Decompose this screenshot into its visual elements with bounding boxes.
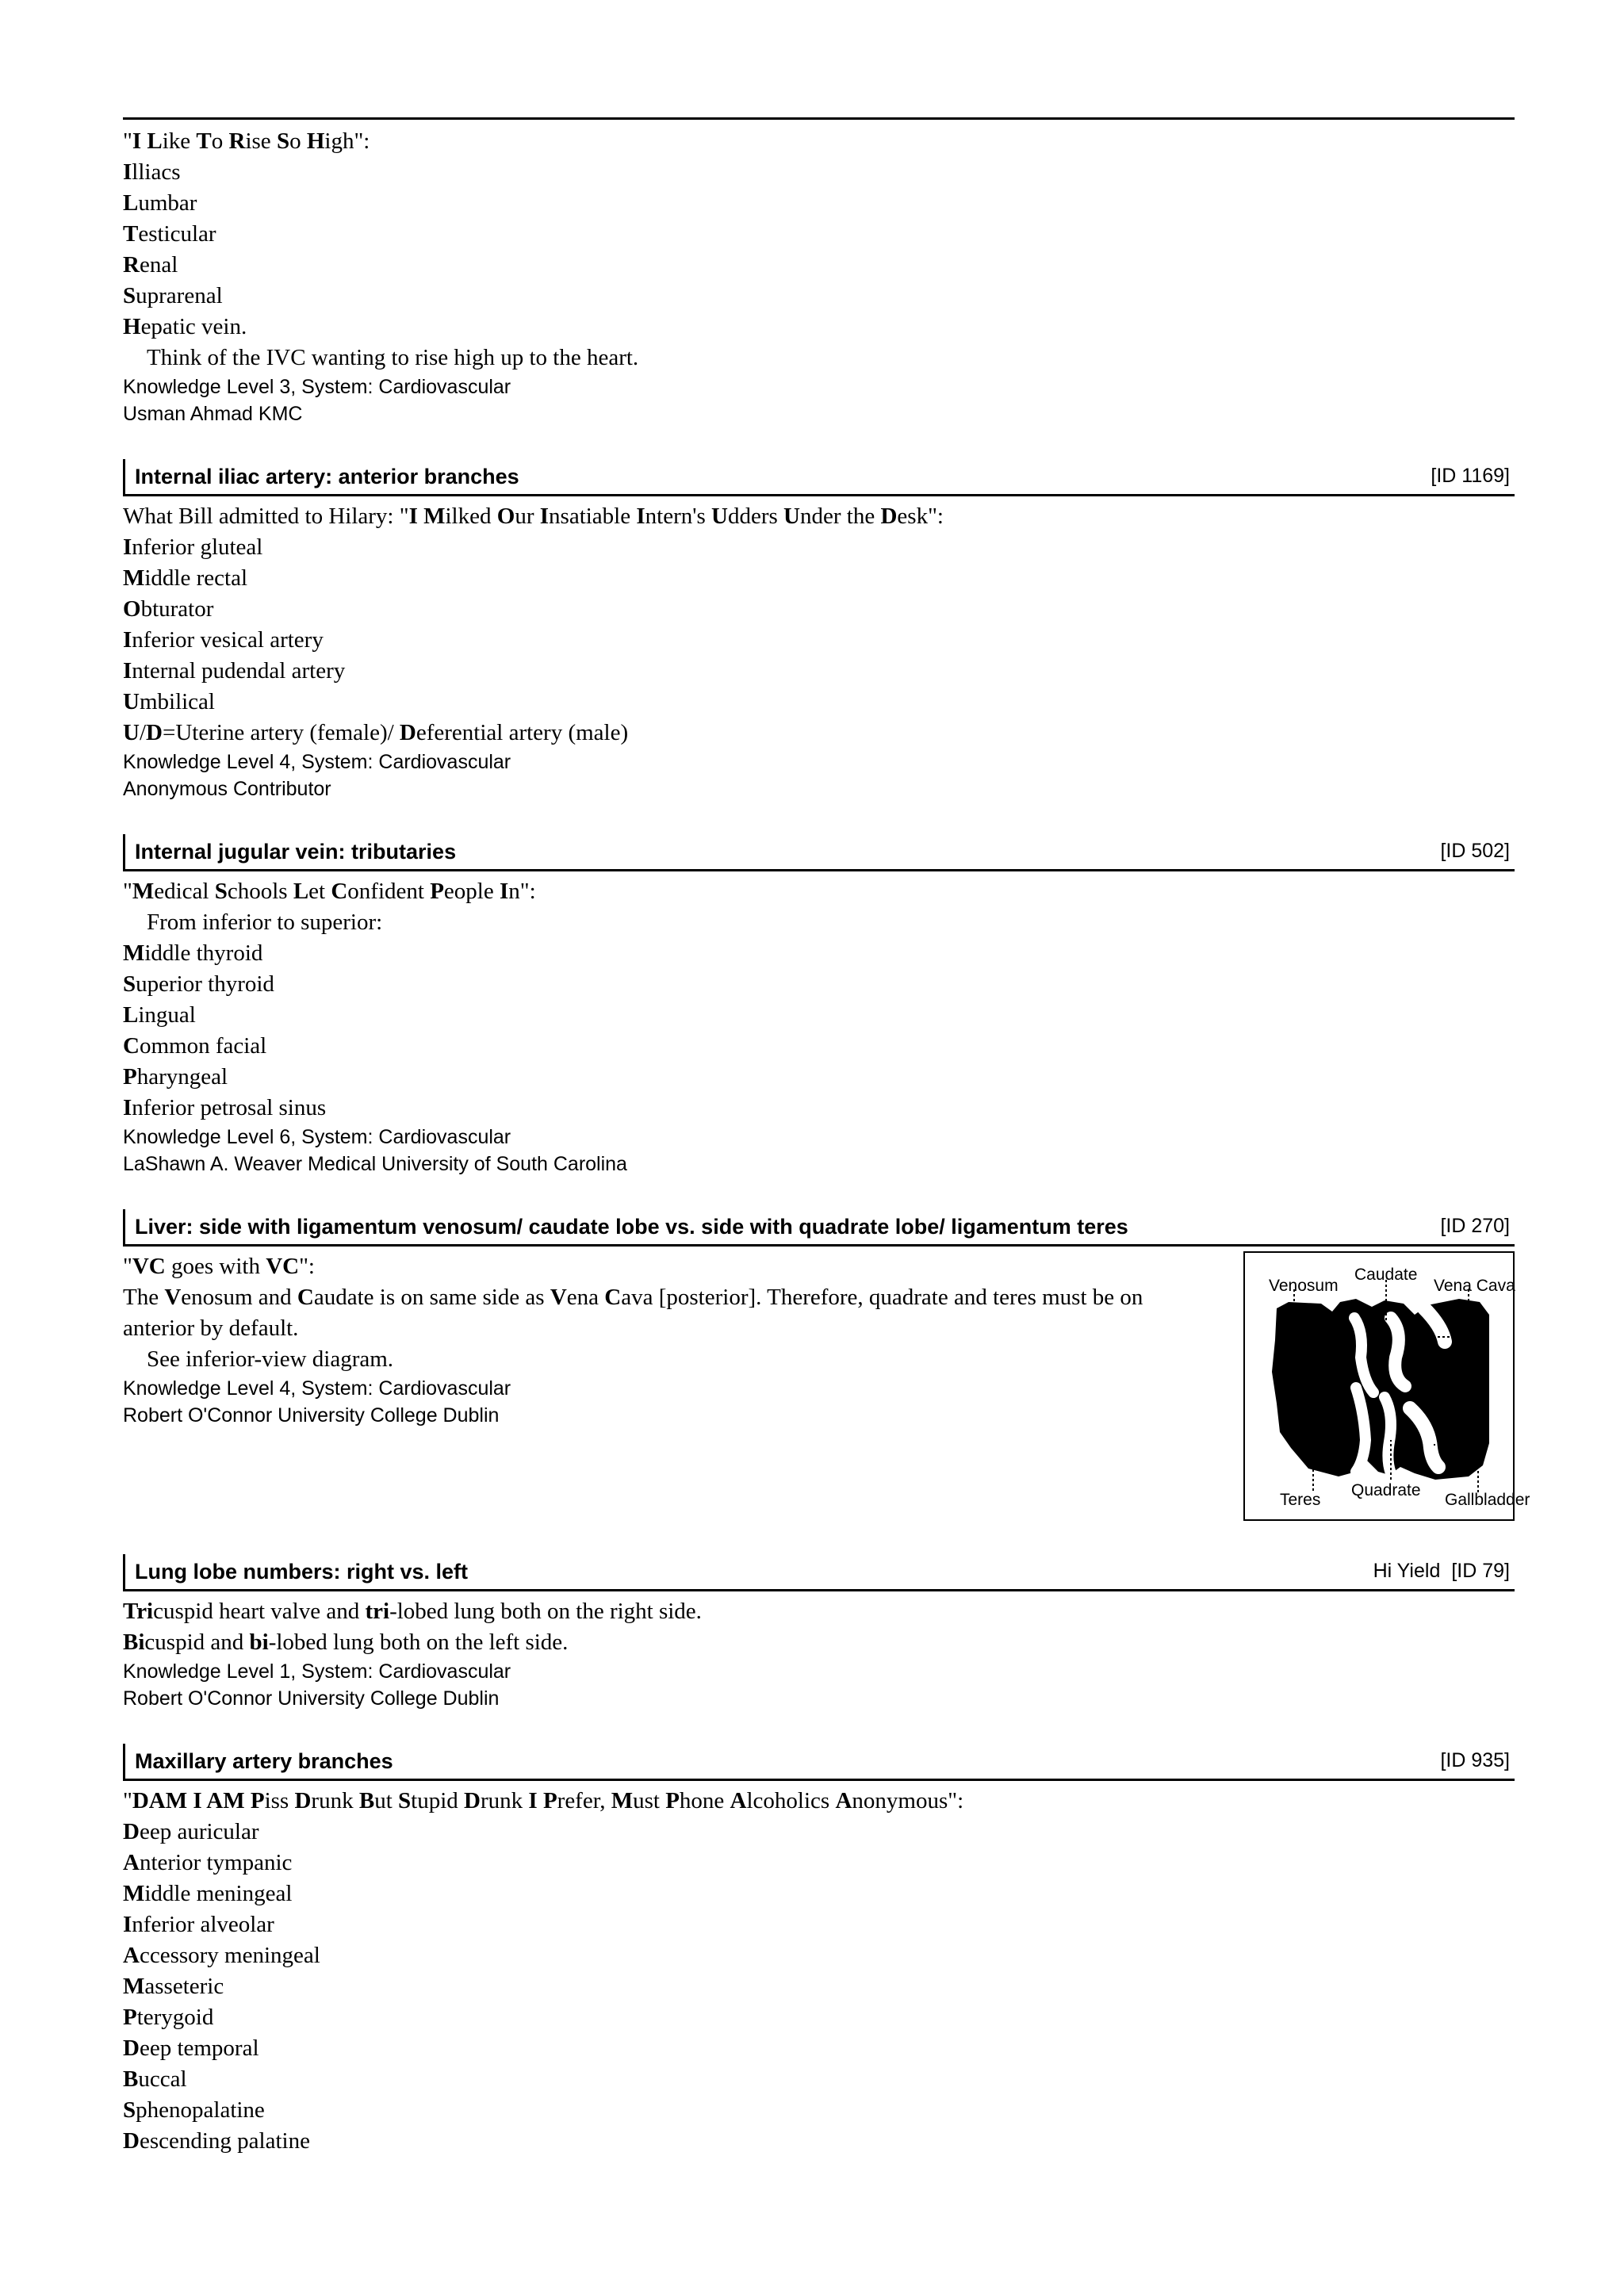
mnemonic-letter: V — [164, 1285, 182, 1310]
mnemonic-text: ilked — [445, 504, 497, 529]
mnemonic-text: nterior tympanic — [139, 1850, 293, 1875]
document-page — [123, 117, 1530, 2189]
mnemonic-text: -lobed lung both on the right side. — [389, 1599, 702, 1624]
entry-body — [123, 496, 1515, 834]
entry-text — [123, 126, 1515, 427]
mnemonic-line — [123, 2064, 1515, 2095]
mnemonic-letter: O — [496, 504, 515, 529]
mnemonic-letter: A — [123, 1850, 140, 1875]
caudate-label: Caudate — [1354, 1266, 1418, 1284]
liver-diagram — [1243, 1251, 1530, 1521]
mnemonic-letter: V — [550, 1285, 567, 1310]
mnemonic-text: iddle rectal — [144, 565, 247, 591]
contributor: Anonymous Contributor — [123, 778, 331, 800]
knowledge-level: Knowledge Level 1, System: Cardiovascular — [123, 1660, 511, 1683]
mnemonic-letter: D — [294, 1788, 312, 1813]
mnemonic-text: runk — [311, 1788, 359, 1813]
mnemonic-line — [123, 2095, 1515, 2126]
mnemonic-text: refer, — [557, 1788, 611, 1813]
mnemonic-text: ommon facial — [139, 1033, 267, 1059]
mnemonic-line — [123, 1093, 1515, 1124]
entry-lung-lobes — [123, 1554, 1515, 1744]
mnemonic-text: umbar — [138, 190, 197, 216]
entry-header — [123, 1744, 1515, 1781]
mnemonic-line — [123, 126, 1515, 157]
mnemonic-text: ingual — [138, 1002, 196, 1028]
entry-id: [ID 1169] — [1431, 465, 1510, 487]
mnemonic-text: nternal pudendal artery — [132, 658, 346, 684]
mnemonic-text: The — [123, 1285, 165, 1310]
mnemonic-letter: I — [132, 128, 142, 154]
quadrate-lobe — [1385, 1397, 1391, 1473]
mnemonic-letter: R — [123, 252, 140, 278]
mnemonic-letter: P — [430, 879, 444, 904]
mnemonic-letter: D — [399, 720, 416, 745]
entry-internal-iliac — [123, 459, 1515, 834]
mnemonic-line — [123, 1971, 1515, 2002]
mnemonic-text: iddle meningeal — [144, 1881, 293, 1906]
mnemonic-letter: M — [611, 1788, 634, 1813]
mnemonic-letter: O — [123, 596, 141, 622]
mnemonic-text: cuspid and — [144, 1630, 250, 1655]
mnemonic-letter: D — [464, 1788, 481, 1813]
entry-ivc — [123, 120, 1515, 459]
entry-title: Internal iliac artery: anterior branches — [135, 465, 519, 488]
entry-title: Lung lobe numbers: right vs. left — [135, 1560, 469, 1584]
mnemonic-letter: D — [146, 720, 163, 745]
mnemonic-text: eferential artery (male) — [416, 720, 629, 745]
mnemonic-letter: U — [123, 689, 140, 714]
mnemonic-text: runk — [480, 1788, 529, 1813]
mnemonic-letter: M — [123, 940, 145, 966]
mnemonic-text: uprarenal — [136, 283, 223, 308]
mnemonic-line — [123, 938, 1515, 969]
liver-silhouette — [1272, 1299, 1489, 1480]
mnemonic-text: ntern's — [645, 504, 712, 529]
mnemonic-letter: A — [835, 1788, 852, 1813]
mnemonic-line — [123, 219, 1515, 250]
mnemonic-line — [123, 1000, 1515, 1031]
mnemonic-letter: I — [408, 504, 418, 529]
mnemonic-letter: I — [123, 159, 132, 185]
mnemonic-line — [123, 1062, 1515, 1093]
mnemonic-letter: D — [123, 2035, 140, 2061]
mnemonic-text: asseteric — [144, 1974, 224, 1999]
mnemonic-text — [538, 1788, 543, 1813]
quadrate-label: Quadrate — [1351, 1481, 1421, 1499]
mnemonic-line — [123, 656, 1515, 687]
mnemonic-text: o — [211, 128, 229, 154]
mnemonic-letter: I — [636, 504, 645, 529]
mnemonic-text: ur — [515, 504, 540, 529]
mnemonic-letter: I — [123, 627, 132, 653]
mnemonic-text: What Bill admitted to Hilary: " — [123, 504, 409, 529]
mnemonic-letter: L — [293, 879, 309, 904]
caudate-lobe — [1391, 1318, 1405, 1386]
mnemonic-text: eep auricular — [139, 1819, 259, 1844]
mnemonic-text: phenopalatine — [136, 2097, 265, 2123]
entry-header — [123, 834, 1515, 871]
mnemonic-line — [123, 687, 1515, 718]
mnemonic-line — [123, 501, 1515, 532]
mnemonic-text: ise — [245, 128, 277, 154]
mnemonic-letter: H — [123, 314, 141, 339]
mnemonic-letter: R — [228, 128, 246, 154]
mnemonic-text: n": — [508, 879, 536, 904]
mnemonic-text: esticular — [138, 221, 216, 247]
mnemonic-letter: S — [214, 879, 228, 904]
mnemonic-text: chools — [227, 879, 293, 904]
mnemonic-line — [123, 1848, 1515, 1878]
mnemonic-letter: M — [123, 565, 145, 591]
mnemonic-text: onfident — [347, 879, 431, 904]
mnemonic-line — [123, 2033, 1515, 2064]
mnemonic-line — [123, 1786, 1515, 1817]
entry-body — [123, 1247, 1530, 1554]
mnemonic-letter: C — [297, 1285, 314, 1310]
mnemonic-letter: C — [331, 879, 348, 904]
liver-diagram-svg — [1245, 1253, 1530, 1519]
mnemonic-text: iss — [264, 1788, 295, 1813]
mnemonic-text: ut — [374, 1788, 398, 1813]
mnemonic-line — [123, 1940, 1515, 1971]
mnemonic-letter: Tri — [123, 1599, 154, 1624]
mnemonic-letter: L — [123, 190, 139, 216]
knowledge-level: Knowledge Level 4, System: Cardiovascular — [123, 1377, 511, 1400]
entry-text — [123, 876, 1515, 1178]
mnemonic-letter: VC — [266, 1254, 300, 1279]
mnemonic-text: ava [posterior]. Therefore, quadrate and teres must be on anterior by default. — [123, 1285, 1143, 1341]
mnemonic-line — [123, 250, 1515, 281]
mnemonic-text: From inferior to superior: — [147, 910, 383, 935]
mnemonic-text: ust — [633, 1788, 666, 1813]
entry-maxillary — [123, 1744, 1515, 2189]
knowledge-level: Knowledge Level 4, System: Cardiovascular — [123, 751, 511, 773]
mnemonic-line — [123, 969, 1515, 1000]
mnemonic-line — [123, 1344, 1162, 1375]
mnemonic-text: nferior vesical artery — [132, 627, 324, 653]
mnemonic-text: ike — [162, 128, 197, 154]
entry-header — [123, 1554, 1515, 1591]
mnemonic-letter: S — [123, 2097, 136, 2123]
mnemonic-letter: T — [123, 221, 139, 247]
mnemonic-text: lcoholics — [746, 1788, 836, 1813]
mnemonic-text: ena — [566, 1285, 605, 1310]
mnemonic-text: esk": — [897, 504, 944, 529]
mnemonic-letter: H — [306, 128, 325, 154]
mnemonic-letter: P — [665, 1788, 680, 1813]
entry-liver — [123, 1209, 1530, 1554]
mnemonic-text: iddle thyroid — [144, 940, 263, 966]
mnemonic-text: -lobed lung both on the left side. — [268, 1630, 569, 1655]
mnemonic-line — [123, 532, 1515, 563]
mnemonic-text: ": — [299, 1254, 315, 1279]
entry-text — [123, 1596, 1515, 1712]
contributor: Robert O'Connor University College Dublin — [123, 1687, 500, 1710]
mnemonic-text: bturator — [140, 596, 214, 622]
mnemonic-text: Think of the IVC wanting to rise high up to the heart. — [147, 345, 639, 370]
entry-meta — [1440, 1215, 1510, 1238]
mnemonic-text: / — [139, 720, 147, 745]
entry-title: Liver: side with ligamentum venosum/ caudate lobe vs. side with quadrate lobe/ ligamentum teres — [135, 1215, 1128, 1239]
mnemonic-line — [123, 876, 1515, 907]
mnemonic-letter: U — [783, 504, 800, 529]
entry-header — [123, 459, 1515, 496]
mnemonic-letter: S — [123, 283, 136, 308]
mnemonic-text: goes with — [165, 1254, 266, 1279]
mnemonic-letter: P — [123, 1064, 137, 1090]
mnemonic-text: dders — [727, 504, 784, 529]
mnemonic-line — [123, 312, 1515, 343]
mnemonic-line — [123, 1817, 1515, 1848]
mnemonic-line — [123, 563, 1515, 594]
entry-title: Internal jugular vein: tributaries — [135, 840, 457, 864]
mnemonic-letter: A — [730, 1788, 747, 1813]
mnemonic-text: hone — [679, 1788, 730, 1813]
entries-list — [123, 120, 1530, 2189]
mnemonic-text: ccessory meningeal — [139, 1943, 320, 1968]
mnemonic-letter: M — [123, 1974, 145, 1999]
mnemonic-letter: P — [542, 1788, 557, 1813]
mnemonic-letter: M — [423, 504, 446, 529]
mnemonic-line — [123, 1627, 1515, 1658]
mnemonic-text: " — [123, 1788, 132, 1813]
mnemonic-text: " — [123, 879, 132, 904]
contributor: Robert O'Connor University College Dublin — [123, 1404, 500, 1427]
mnemonic-line — [123, 188, 1515, 219]
entry-meta — [1440, 1749, 1510, 1772]
mnemonic-letter: L — [147, 128, 163, 154]
entry-meta — [1373, 1560, 1510, 1583]
vena-cava-label: Vena Cava — [1434, 1277, 1515, 1295]
mnemonic-line — [123, 281, 1515, 312]
mnemonic-text: enal — [139, 252, 178, 278]
knowledge-level: Knowledge Level 6, System: Cardiovascular — [123, 1126, 511, 1148]
mnemonic-line — [123, 1251, 1162, 1282]
mnemonic-text: escending palatine — [139, 2128, 310, 2154]
mnemonic-text: audate is on same side as — [313, 1285, 550, 1310]
mnemonic-text: " — [123, 1254, 132, 1279]
mnemonic-line — [123, 907, 1515, 938]
entry-text — [123, 1786, 1515, 2157]
mnemonic-letter: U — [711, 504, 728, 529]
mnemonic-letter: S — [123, 971, 136, 997]
mnemonic-text: epatic vein. — [140, 314, 247, 339]
mnemonic-letter: A — [123, 1943, 140, 1968]
entry-meta — [1440, 840, 1510, 863]
mnemonic-text: uperior thyroid — [136, 971, 274, 997]
entry-text — [123, 501, 1515, 802]
mnemonic-letter: VC — [132, 1254, 166, 1279]
mnemonic-text: eep temporal — [139, 2035, 259, 2061]
entry-id: [ID 270] — [1440, 1215, 1510, 1237]
mnemonic-letter: L — [123, 1002, 139, 1028]
contributor: Usman Ahmad KMC — [123, 403, 303, 425]
gallbladder-label: Gallbladder — [1445, 1491, 1530, 1509]
mnemonic-line — [123, 1909, 1515, 1940]
mnemonic-text: eople — [443, 879, 500, 904]
entry-title: Maxillary artery branches — [135, 1749, 393, 1773]
mnemonic-letter: D — [123, 2128, 140, 2154]
mnemonic-letter: D — [123, 1819, 140, 1844]
mnemonic-line — [123, 2126, 1515, 2157]
mnemonic-letter: B — [358, 1788, 375, 1813]
entry-internal-jugular — [123, 834, 1515, 1209]
entry-body — [123, 871, 1515, 1209]
knowledge-level: Knowledge Level 3, System: Cardiovascular — [123, 376, 511, 398]
mnemonic-letter: S — [398, 1788, 412, 1813]
mnemonic-line — [123, 1596, 1515, 1627]
mnemonic-text: enosum and — [181, 1285, 297, 1310]
mnemonic-letter: M — [132, 879, 155, 904]
mnemonic-letter: I — [528, 1788, 538, 1813]
mnemonic-letter: D — [880, 504, 898, 529]
mnemonic-line — [123, 625, 1515, 656]
mnemonic-text: igh": — [324, 128, 370, 154]
mnemonic-letter: bi — [249, 1630, 269, 1655]
mnemonic-text: See inferior-view diagram. — [147, 1346, 394, 1372]
mnemonic-line — [123, 718, 1515, 749]
mnemonic-letter: T — [196, 128, 212, 154]
mnemonic-letter: B — [123, 2066, 139, 2092]
entry-body — [123, 1781, 1515, 2189]
mnemonic-letter: C — [123, 1033, 140, 1059]
mnemonic-letter: I — [539, 504, 550, 529]
contributor: LaShawn A. Weaver Medical University of South Carolina — [123, 1153, 627, 1175]
entry-id: [ID 935] — [1440, 1749, 1510, 1771]
mnemonic-text: tupid — [411, 1788, 465, 1813]
mnemonic-text: lliacs — [132, 159, 181, 185]
mnemonic-text: et — [308, 879, 331, 904]
mnemonic-letter: M — [123, 1881, 145, 1906]
mnemonic-text: mbilical — [139, 689, 215, 714]
mnemonic-text: nferior alveolar — [132, 1912, 274, 1937]
mnemonic-letter: P — [123, 2005, 137, 2030]
mnemonic-letter: S — [276, 128, 290, 154]
mnemonic-text: cuspid heart valve and — [153, 1599, 366, 1624]
mnemonic-text: haryngeal — [136, 1064, 228, 1090]
mnemonic-line — [123, 343, 1515, 373]
mnemonic-line — [123, 594, 1515, 625]
mnemonic-letter: DAM I AM P — [132, 1788, 265, 1813]
mnemonic-letter: U — [123, 720, 140, 745]
mnemonic-text: =Uterine artery (female)/ — [162, 720, 400, 745]
mnemonic-text: edical — [154, 879, 215, 904]
entry-body — [123, 1591, 1515, 1744]
mnemonic-line — [123, 2002, 1515, 2033]
mnemonic-text: nferior petrosal sinus — [132, 1095, 327, 1120]
mnemonic-text: nsatiable — [549, 504, 637, 529]
mnemonic-letter: I — [499, 879, 509, 904]
mnemonic-text: nonymous": — [852, 1788, 964, 1813]
mnemonic-letter: I — [123, 1912, 132, 1937]
mnemonic-letter: I — [123, 1095, 132, 1120]
teres-label: Teres — [1280, 1491, 1321, 1509]
mnemonic-letter: Bi — [123, 1630, 145, 1655]
mnemonic-line — [123, 157, 1515, 188]
mnemonic-letter: tri — [365, 1599, 390, 1624]
hi-yield-badge: Hi Yield — [1373, 1560, 1441, 1582]
venosum-label: Venosum — [1269, 1277, 1339, 1295]
mnemonic-letter: C — [604, 1285, 622, 1310]
mnemonic-text: o — [289, 128, 307, 154]
mnemonic-line — [123, 1031, 1515, 1062]
mnemonic-text: " — [123, 128, 132, 154]
mnemonic-line — [123, 1878, 1515, 1909]
mnemonic-text: uccal — [138, 2066, 187, 2092]
mnemonic-letter: I — [123, 534, 132, 560]
mnemonic-text: terygoid — [136, 2005, 214, 2030]
mnemonic-text: nferior gluteal — [132, 534, 263, 560]
entry-text — [123, 1251, 1162, 1429]
entry-body — [123, 120, 1515, 459]
mnemonic-line — [123, 1282, 1162, 1344]
entry-id: [ID 79] — [1451, 1560, 1510, 1582]
entry-id: [ID 502] — [1440, 840, 1510, 862]
entry-meta — [1431, 465, 1510, 488]
entry-header — [123, 1209, 1515, 1247]
mnemonic-text: nder the — [800, 504, 881, 529]
mnemonic-letter: I — [123, 658, 132, 684]
